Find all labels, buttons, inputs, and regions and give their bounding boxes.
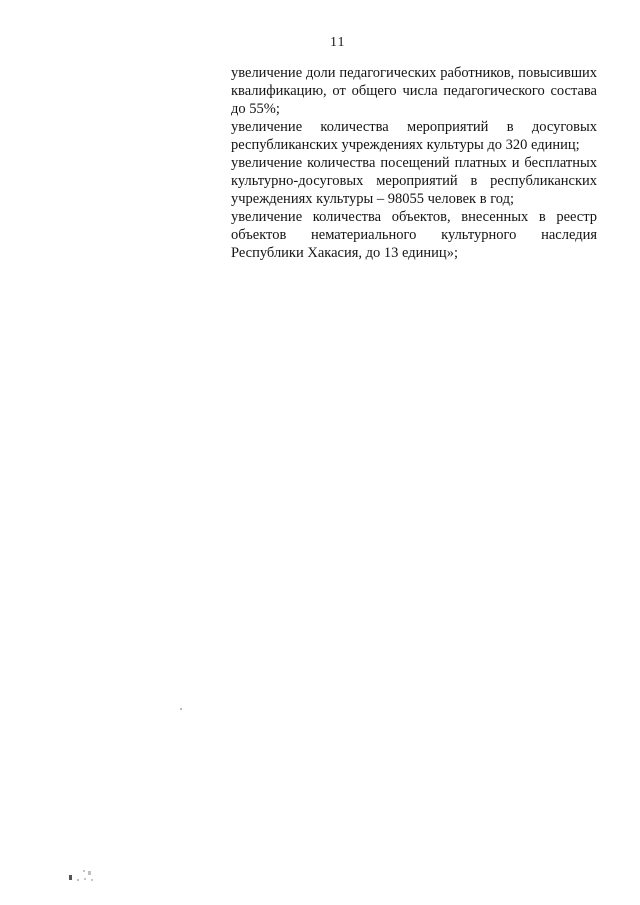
paragraph xyxy=(231,208,597,262)
scan-artifact xyxy=(83,870,85,872)
scan-artifact xyxy=(77,879,79,881)
paragraph xyxy=(231,154,597,208)
text-line: увеличение доли педагогических работников, повысивших xyxy=(231,65,597,81)
text-line: культурно-досуговых мероприятий в республиканских xyxy=(231,173,597,189)
scan-artifact xyxy=(88,871,91,875)
text-line: увеличение количества объектов, внесенных в реестр xyxy=(231,209,597,225)
paragraph xyxy=(231,118,597,154)
scan-artifact xyxy=(69,875,72,880)
paragraph xyxy=(231,64,597,118)
text-line: до 55%; xyxy=(231,101,280,117)
text-line: республиканских учреждениях культуры до 320 единиц; xyxy=(231,137,580,153)
scan-artifact xyxy=(180,708,182,710)
scan-artifact xyxy=(91,879,93,881)
scan-artifact xyxy=(84,878,86,880)
page-number: 11 xyxy=(330,35,346,50)
text-line: увеличение количества мероприятий в досуговых xyxy=(231,119,597,135)
text-line: Республики Хакасия, до 13 единиц»; xyxy=(231,245,458,261)
text-line: учреждениях культуры – 98055 человек в год; xyxy=(231,191,515,207)
text-line: увеличение количества посещений платных и бесплатных xyxy=(231,155,597,171)
text-line: квалификацию, от общего числа педагогического состава xyxy=(231,83,597,99)
text-line: объектов нематериального культурного наследия xyxy=(231,227,597,243)
text-block xyxy=(231,64,597,262)
